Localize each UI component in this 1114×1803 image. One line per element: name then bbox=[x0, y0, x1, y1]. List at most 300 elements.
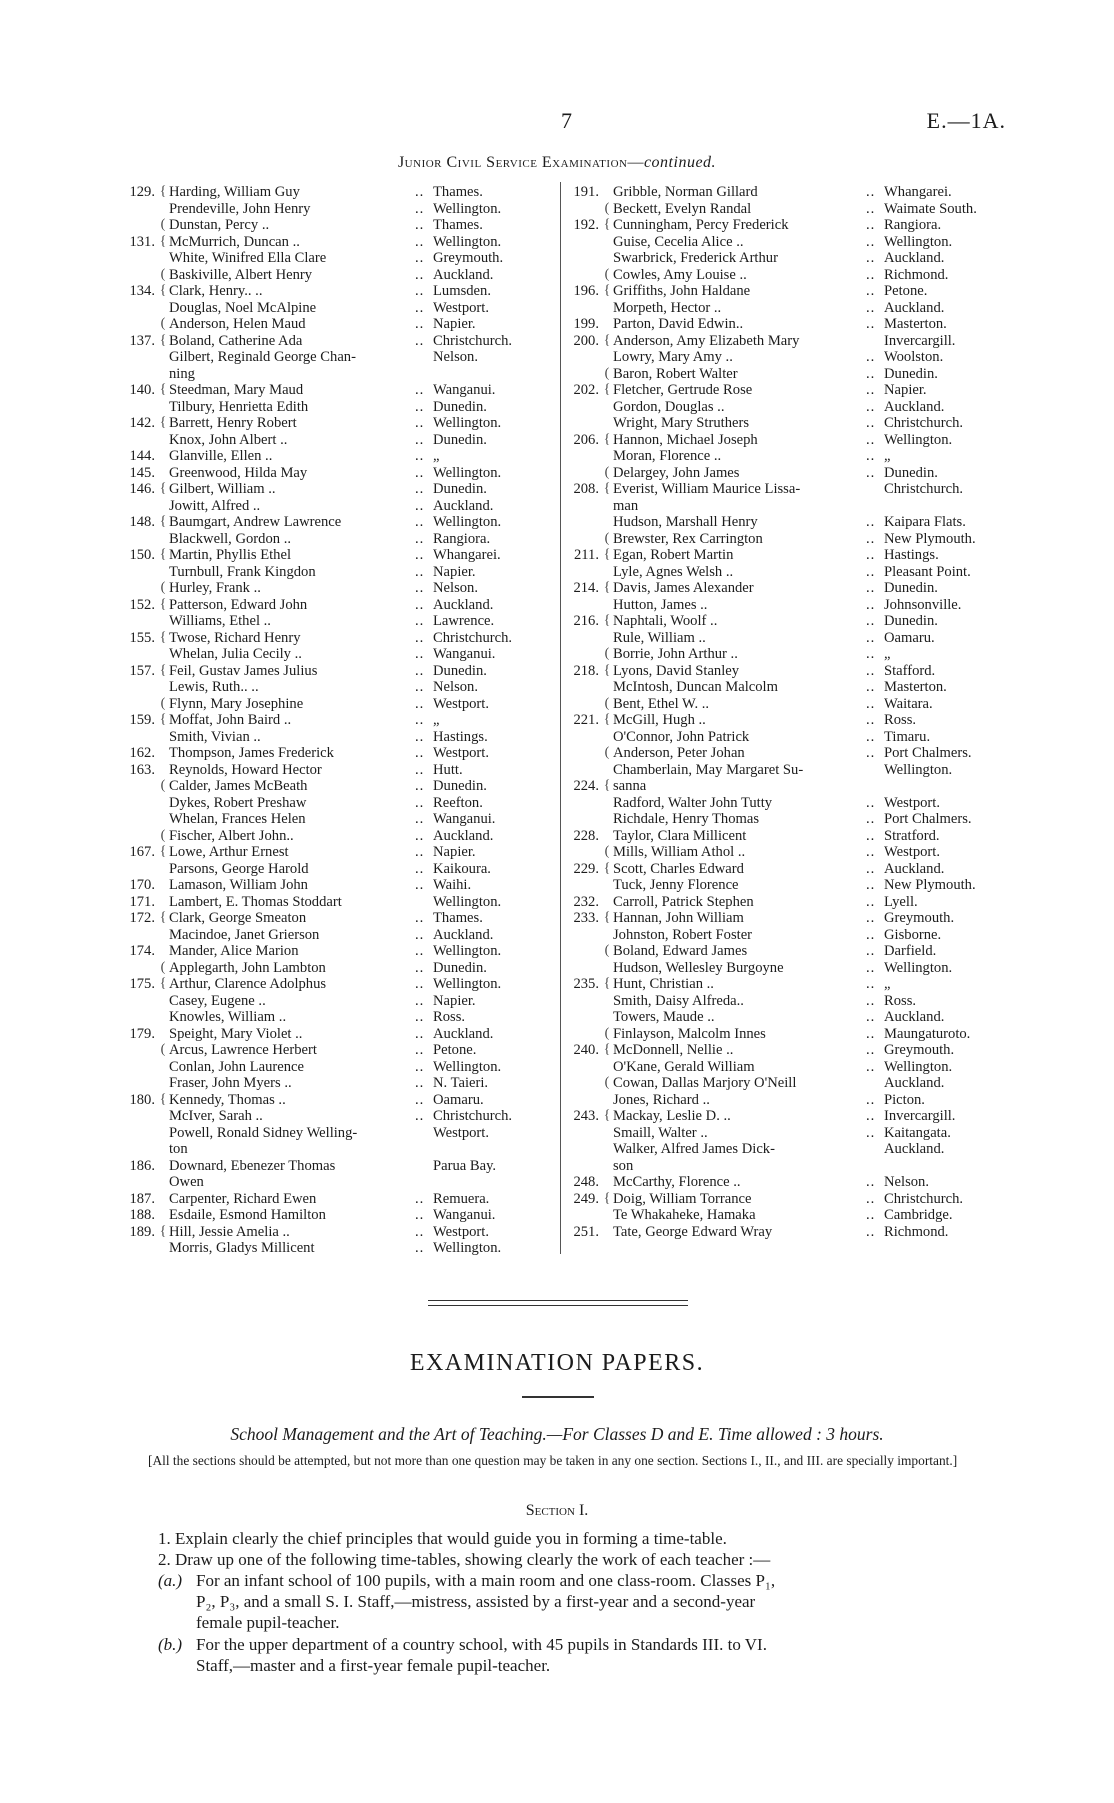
leader-dots bbox=[866, 333, 884, 350]
list-item bbox=[125, 778, 555, 795]
list-item bbox=[567, 745, 1007, 762]
paper-instructions: [All the sections should be attempted, but not more than one question may be taken in any one section. Sections I., II., and III. are specially important.] bbox=[148, 1453, 958, 1468]
rank: 233. bbox=[573, 910, 599, 926]
candidate-name: Taylor, Clara Millicent bbox=[613, 827, 747, 844]
candidate-name: Gordon, Douglas .. bbox=[613, 398, 725, 415]
list-item bbox=[567, 943, 1007, 960]
rank bbox=[125, 399, 157, 416]
leader-dots: .. bbox=[415, 613, 425, 629]
place: Pleasant Point. bbox=[884, 563, 971, 580]
rank bbox=[567, 630, 601, 647]
leader-dots: .. bbox=[415, 811, 425, 827]
candidate-name: Borrie, John Arthur .. bbox=[613, 646, 738, 662]
candidate-name: sanna bbox=[613, 778, 647, 794]
candidate-name: Blackwell, Gordon .. bbox=[169, 530, 291, 547]
leader-dots: .. bbox=[866, 695, 876, 712]
candidate-name: Mills, William Athol .. bbox=[613, 844, 746, 860]
candidate-name: Clark, George Smeaton bbox=[169, 910, 307, 926]
candidate-name: Downard, Ebenezer Thomas bbox=[169, 1157, 336, 1174]
bracket bbox=[157, 250, 169, 267]
leader-dots: .. bbox=[415, 250, 425, 266]
place: New Plymouth. bbox=[884, 530, 976, 547]
rank bbox=[567, 415, 601, 432]
candidate-name: Arthur, Clarence Adolphus bbox=[169, 976, 327, 992]
leader-dots: .. bbox=[415, 1009, 425, 1025]
leader-dots: .. bbox=[866, 1190, 876, 1207]
place: „ bbox=[884, 976, 891, 992]
rank bbox=[567, 1207, 601, 1224]
place: Richmond. bbox=[884, 266, 949, 283]
candidate-name: Hill, Jessie Amelia .. bbox=[169, 1223, 290, 1240]
candidate-name: Jones, Richard .. bbox=[613, 1091, 710, 1108]
list-item bbox=[125, 927, 555, 944]
candidate-name: Flynn, Mary Josephine bbox=[169, 695, 304, 712]
list-item bbox=[125, 663, 555, 680]
candidate-name: Anderson, Peter Johan bbox=[613, 745, 745, 761]
leader-dots: .. bbox=[866, 316, 876, 332]
list-item bbox=[567, 877, 1007, 894]
bracket: ( bbox=[160, 778, 166, 793]
leader-dots: .. bbox=[415, 646, 425, 662]
candidate-name: Radford, Walter John Tutty bbox=[613, 794, 773, 811]
bracket bbox=[157, 1108, 169, 1125]
rank bbox=[125, 679, 157, 696]
list-item bbox=[567, 795, 1007, 812]
rank bbox=[567, 1059, 601, 1076]
bracket: { bbox=[603, 1042, 611, 1057]
list-item bbox=[567, 1092, 1007, 1109]
place: Dunedin. bbox=[433, 959, 487, 976]
leader-dots: .. bbox=[415, 1042, 425, 1058]
bracket: { bbox=[159, 547, 167, 562]
place: Stratford. bbox=[884, 827, 940, 844]
rank: 248. bbox=[573, 1174, 599, 1190]
candidate-name: Swarbrick, Frederick Arthur bbox=[613, 250, 778, 266]
list-item bbox=[567, 201, 1007, 218]
rank: 221. bbox=[573, 712, 599, 728]
bracket bbox=[601, 630, 613, 647]
rank: 243. bbox=[573, 1108, 599, 1124]
list-item bbox=[125, 1141, 555, 1158]
place: Cambridge. bbox=[884, 1207, 953, 1223]
candidate-name: Thompson, James Frederick bbox=[169, 745, 334, 761]
candidate-name: Finlayson, Malcolm Innes bbox=[613, 1025, 766, 1042]
place: Auckland. bbox=[884, 299, 945, 316]
place: Parua Bay. bbox=[433, 1157, 497, 1174]
leader-dots: .. bbox=[415, 1108, 425, 1124]
list-item bbox=[125, 828, 555, 845]
list-item bbox=[567, 580, 1007, 597]
rank: 129. bbox=[129, 184, 155, 200]
bracket bbox=[601, 349, 613, 366]
bracket: ( bbox=[604, 200, 610, 216]
list-item bbox=[125, 300, 555, 317]
place: Dunedin. bbox=[433, 662, 487, 679]
bracket bbox=[157, 762, 169, 779]
bracket bbox=[601, 1224, 613, 1241]
place: Dunedin. bbox=[433, 398, 487, 415]
bracket bbox=[601, 1158, 613, 1175]
list-item bbox=[567, 712, 1007, 729]
leader-dots: .. bbox=[866, 1108, 876, 1124]
rank: 170. bbox=[129, 877, 155, 893]
list-item bbox=[125, 1026, 555, 1043]
rank: 211. bbox=[574, 547, 599, 563]
list-item bbox=[567, 564, 1007, 581]
leader-dots: .. bbox=[415, 530, 425, 547]
candidate-name: Esdaile, Esmond Hamilton bbox=[169, 1207, 326, 1223]
bracket bbox=[157, 927, 169, 944]
bracket: ( bbox=[604, 365, 610, 381]
rank: 152. bbox=[129, 596, 155, 613]
list-item bbox=[567, 1009, 1007, 1026]
candidate-name: Dunstan, Percy .. bbox=[169, 217, 270, 233]
candidate-name: Towers, Maude .. bbox=[613, 1009, 715, 1025]
list-item bbox=[125, 877, 555, 894]
rank bbox=[567, 1125, 601, 1142]
candidate-name: Mander, Alice Marion bbox=[169, 943, 299, 959]
candidate-name: Carpenter, Richard Ewen bbox=[169, 1190, 317, 1207]
bracket: { bbox=[159, 844, 167, 859]
leader-dots: .. bbox=[415, 580, 425, 596]
leader-dots: .. bbox=[415, 596, 425, 613]
rank: 157. bbox=[129, 662, 155, 679]
list-item bbox=[125, 283, 555, 300]
bracket: ( bbox=[160, 580, 166, 595]
candidate-name: Fischer, Albert John.. bbox=[169, 827, 294, 844]
list-item bbox=[567, 184, 1007, 201]
rank bbox=[125, 1240, 157, 1257]
place: Thames. bbox=[433, 910, 483, 926]
leader-dots: .. bbox=[866, 1009, 876, 1025]
bracket: { bbox=[159, 382, 167, 397]
candidate-name: McMurrich, Duncan .. bbox=[169, 233, 300, 250]
list-item bbox=[567, 844, 1007, 861]
place: Wanganui. bbox=[433, 646, 496, 662]
place: Woolston. bbox=[884, 349, 944, 365]
rank: 199. bbox=[573, 316, 599, 332]
rank: 174. bbox=[129, 943, 155, 959]
candidate-name: Knowles, William .. bbox=[169, 1009, 287, 1025]
rank bbox=[567, 993, 601, 1010]
candidate-name: White, Winifred Ella Clare bbox=[169, 250, 327, 266]
list-item bbox=[567, 234, 1007, 251]
candidate-name: Applegarth, John Lambton bbox=[169, 959, 326, 976]
bracket bbox=[157, 432, 169, 449]
bracket bbox=[157, 366, 169, 383]
rank bbox=[125, 1108, 157, 1125]
rank bbox=[567, 943, 601, 960]
rank bbox=[125, 778, 157, 795]
bracket: { bbox=[159, 910, 167, 925]
place: Remuera. bbox=[433, 1190, 490, 1207]
place: Picton. bbox=[884, 1091, 925, 1108]
bracket: ( bbox=[160, 316, 166, 331]
rank bbox=[125, 531, 157, 548]
list-item bbox=[567, 613, 1007, 630]
bracket bbox=[601, 300, 613, 317]
bracket bbox=[601, 1125, 613, 1142]
rank: 188. bbox=[129, 1207, 155, 1223]
leader-dots: .. bbox=[415, 712, 425, 728]
rank bbox=[567, 1141, 601, 1158]
rank bbox=[125, 1009, 157, 1026]
place: Nelson. bbox=[884, 1174, 929, 1190]
leader-dots bbox=[866, 778, 884, 795]
leader-dots: .. bbox=[415, 184, 425, 200]
candidate-name: Reynolds, Howard Hector bbox=[169, 761, 322, 778]
rank: 208. bbox=[573, 481, 599, 497]
rank: 144. bbox=[129, 448, 155, 464]
place bbox=[433, 1141, 555, 1158]
candidate-name: Dykes, Robert Preshaw bbox=[169, 794, 307, 811]
candidate-name: Williams, Ethel .. bbox=[169, 613, 271, 629]
candidate-name: Arcus, Lawrence Herbert bbox=[169, 1042, 317, 1058]
place: Invercargill. bbox=[884, 1108, 956, 1124]
list-item bbox=[125, 465, 555, 482]
bracket bbox=[601, 811, 613, 828]
bracket bbox=[157, 448, 169, 465]
leader-dots: .. bbox=[415, 679, 425, 695]
list-item bbox=[125, 630, 555, 647]
candidate-name: Tilbury, Henrietta Edith bbox=[169, 398, 309, 415]
place: Rangiora. bbox=[433, 530, 491, 547]
list-item bbox=[567, 1141, 1007, 1158]
double-rule bbox=[428, 1300, 688, 1306]
place: Dunedin. bbox=[884, 580, 938, 596]
candidate-name: Walker, Alfred James Dick- bbox=[613, 1141, 775, 1157]
bracket: { bbox=[159, 283, 167, 298]
candidate-name: Calder, James McBeath bbox=[169, 778, 308, 794]
candidate-name: Hurley, Frank .. bbox=[169, 580, 261, 596]
rank bbox=[567, 1158, 601, 1175]
bracket bbox=[157, 531, 169, 548]
bracket bbox=[601, 729, 613, 746]
list-item bbox=[125, 795, 555, 812]
candidate-name: Johnston, Robert Foster bbox=[613, 926, 753, 943]
list-item bbox=[125, 514, 555, 531]
bracket: { bbox=[159, 596, 167, 612]
rank: 235. bbox=[573, 976, 599, 992]
place: Napier. bbox=[433, 992, 476, 1009]
place: Kaitangata. bbox=[884, 1124, 951, 1141]
list-heading bbox=[0, 154, 1114, 172]
place: Wellington. bbox=[433, 200, 502, 217]
list-item bbox=[125, 564, 555, 581]
place: Wellington. bbox=[884, 233, 953, 250]
place: Auckland. bbox=[433, 1025, 494, 1042]
question-2a-label: (a.) bbox=[158, 1571, 183, 1590]
list-item bbox=[567, 514, 1007, 531]
bracket: ( bbox=[604, 943, 610, 958]
candidate-name: Fletcher, Gertrude Rose bbox=[613, 382, 753, 398]
candidate-name: Morris, Gladys Millicent bbox=[169, 1240, 315, 1256]
candidate-name: Tate, George Edward Wray bbox=[613, 1223, 773, 1240]
rank: 171. bbox=[129, 893, 155, 910]
place bbox=[884, 1158, 1007, 1175]
list-item bbox=[567, 465, 1007, 482]
candidate-name: Egan, Robert Martin bbox=[613, 547, 734, 563]
candidate-name: O'Kane, Gerald William bbox=[613, 1058, 755, 1075]
rank bbox=[125, 1059, 157, 1076]
rank: 162. bbox=[129, 745, 155, 761]
bracket: { bbox=[159, 712, 167, 727]
place: Christchurch. bbox=[884, 1190, 964, 1207]
place: Westport. bbox=[884, 794, 940, 811]
bracket: ( bbox=[604, 1025, 610, 1041]
bracket bbox=[157, 1141, 169, 1158]
place: Waitara. bbox=[884, 695, 933, 712]
candidate-name: Smaill, Walter .. bbox=[613, 1124, 708, 1141]
candidate-name: Cowles, Amy Louise .. bbox=[613, 266, 747, 283]
list-item bbox=[125, 1240, 555, 1257]
candidate-name: McDonnell, Nellie .. bbox=[613, 1042, 734, 1058]
list-item bbox=[567, 630, 1007, 647]
place: Masterton. bbox=[884, 316, 947, 332]
leader-dots: .. bbox=[866, 844, 876, 860]
place: Auckland. bbox=[884, 250, 945, 266]
leader-dots: .. bbox=[866, 1058, 876, 1075]
place: Whangarei. bbox=[884, 184, 952, 200]
leader-dots: .. bbox=[415, 745, 425, 761]
bracket bbox=[157, 679, 169, 696]
rank: 229. bbox=[573, 860, 599, 877]
place bbox=[884, 778, 1007, 795]
leader-dots: .. bbox=[415, 794, 425, 811]
question-2: 2. Draw up one of the following time-tables, showing clearly the work of each teacher :— bbox=[158, 1550, 771, 1569]
bracket: { bbox=[159, 233, 167, 249]
bracket bbox=[157, 877, 169, 894]
rank: 249. bbox=[573, 1190, 599, 1207]
list-item bbox=[567, 1108, 1007, 1125]
rank bbox=[125, 927, 157, 944]
place: Wellington. bbox=[433, 976, 502, 992]
leader-dots: .. bbox=[866, 877, 876, 893]
leader-dots bbox=[415, 366, 433, 383]
candidate-name: Everist, William Maurice Lissa- bbox=[613, 481, 801, 497]
place: Greymouth. bbox=[433, 250, 504, 266]
place: Waimate South. bbox=[884, 200, 977, 217]
rank bbox=[125, 316, 157, 333]
bracket bbox=[157, 795, 169, 812]
list-item bbox=[567, 382, 1007, 399]
leader-dots bbox=[415, 1125, 433, 1142]
candidate-name: McIver, Sarah .. bbox=[169, 1108, 263, 1124]
list-item bbox=[125, 1092, 555, 1109]
place: Wellington. bbox=[433, 415, 502, 431]
bracket: { bbox=[603, 283, 611, 298]
bracket bbox=[601, 564, 613, 581]
place: Lyell. bbox=[884, 893, 918, 910]
leader-dots: .. bbox=[866, 827, 876, 844]
place: Auckland. bbox=[884, 1009, 945, 1025]
candidate-name: Hannon, Michael Joseph bbox=[613, 431, 758, 448]
list-item bbox=[567, 366, 1007, 383]
bracket bbox=[601, 250, 613, 267]
bracket bbox=[601, 316, 613, 333]
candidate-name: Powell, Ronald Sidney Welling- bbox=[169, 1124, 358, 1141]
leader-dots: .. bbox=[415, 1190, 425, 1207]
bracket: { bbox=[603, 332, 611, 348]
leader-dots: .. bbox=[415, 761, 425, 778]
list-item bbox=[125, 1075, 555, 1092]
list-item bbox=[567, 1191, 1007, 1208]
leader-dots: .. bbox=[415, 1091, 425, 1108]
place: Maungaturoto. bbox=[884, 1025, 971, 1042]
leader-dots: .. bbox=[415, 316, 425, 332]
place: Westport. bbox=[433, 695, 489, 712]
list-item bbox=[567, 679, 1007, 696]
candidate-name: Macindoe, Janet Grierson bbox=[169, 926, 320, 943]
candidate-name: Moran, Florence .. bbox=[613, 448, 722, 464]
list-item bbox=[125, 960, 555, 977]
candidate-name: Anderson, Helen Maud bbox=[169, 316, 306, 332]
place: Napier. bbox=[884, 382, 927, 398]
bracket bbox=[601, 993, 613, 1010]
candidate-name: Griffiths, John Haldane bbox=[613, 283, 751, 299]
rank: 191. bbox=[573, 184, 599, 200]
leader-dots: .. bbox=[866, 943, 876, 959]
list-item bbox=[125, 745, 555, 762]
candidate-name: Clark, Henry.. .. bbox=[169, 283, 263, 299]
leader-dots: .. bbox=[866, 299, 876, 316]
rank bbox=[567, 267, 601, 284]
candidate-name: Delargey, John James bbox=[613, 464, 740, 481]
candidate-name: McGill, Hugh .. bbox=[613, 712, 706, 728]
rank: 187. bbox=[129, 1190, 155, 1207]
candidate-name: Parton, David Edwin.. bbox=[613, 316, 744, 332]
place: Nelson. bbox=[433, 349, 478, 365]
leader-dots: .. bbox=[866, 415, 876, 431]
rank: 142. bbox=[129, 415, 155, 431]
rank: 150. bbox=[129, 547, 155, 563]
leader-dots: .. bbox=[415, 233, 425, 250]
candidate-name: Parsons, George Harold bbox=[169, 860, 309, 877]
leader-dots: .. bbox=[415, 217, 425, 233]
bracket: { bbox=[603, 1190, 611, 1206]
candidate-name: Turnbull, Frank Kingdon bbox=[169, 563, 316, 580]
candidate-name: Boland, Edward James bbox=[613, 943, 748, 959]
place: Whangarei. bbox=[433, 547, 501, 563]
candidate-name: Martin, Phyllis Ethel bbox=[169, 547, 292, 563]
list-item bbox=[125, 382, 555, 399]
place: Wanganui. bbox=[433, 1207, 496, 1223]
place: Christchurch. bbox=[884, 481, 964, 497]
section-heading: Section I. bbox=[525, 1502, 589, 1519]
rank bbox=[125, 300, 157, 317]
place: Kaipara Flats. bbox=[884, 514, 966, 530]
leader-dots: .. bbox=[415, 629, 425, 646]
place bbox=[433, 1174, 555, 1191]
list-item bbox=[125, 861, 555, 878]
bracket bbox=[601, 399, 613, 416]
place: Johnsonville. bbox=[884, 596, 962, 613]
place: Auckland. bbox=[884, 860, 945, 877]
bracket bbox=[157, 1174, 169, 1191]
leader-dots: .. bbox=[415, 431, 425, 448]
place: Christchurch. bbox=[433, 332, 513, 349]
place: Wellington. bbox=[433, 514, 502, 530]
place: Westport. bbox=[433, 299, 489, 316]
list-item bbox=[125, 1191, 555, 1208]
bracket: { bbox=[603, 382, 611, 397]
leader-dots: .. bbox=[415, 992, 425, 1009]
leader-dots bbox=[415, 349, 433, 366]
place: Auckland. bbox=[884, 398, 945, 415]
list-item bbox=[125, 432, 555, 449]
rank: 163. bbox=[129, 761, 155, 778]
candidate-name: Hudson, Wellesley Burgoyne bbox=[613, 959, 784, 976]
